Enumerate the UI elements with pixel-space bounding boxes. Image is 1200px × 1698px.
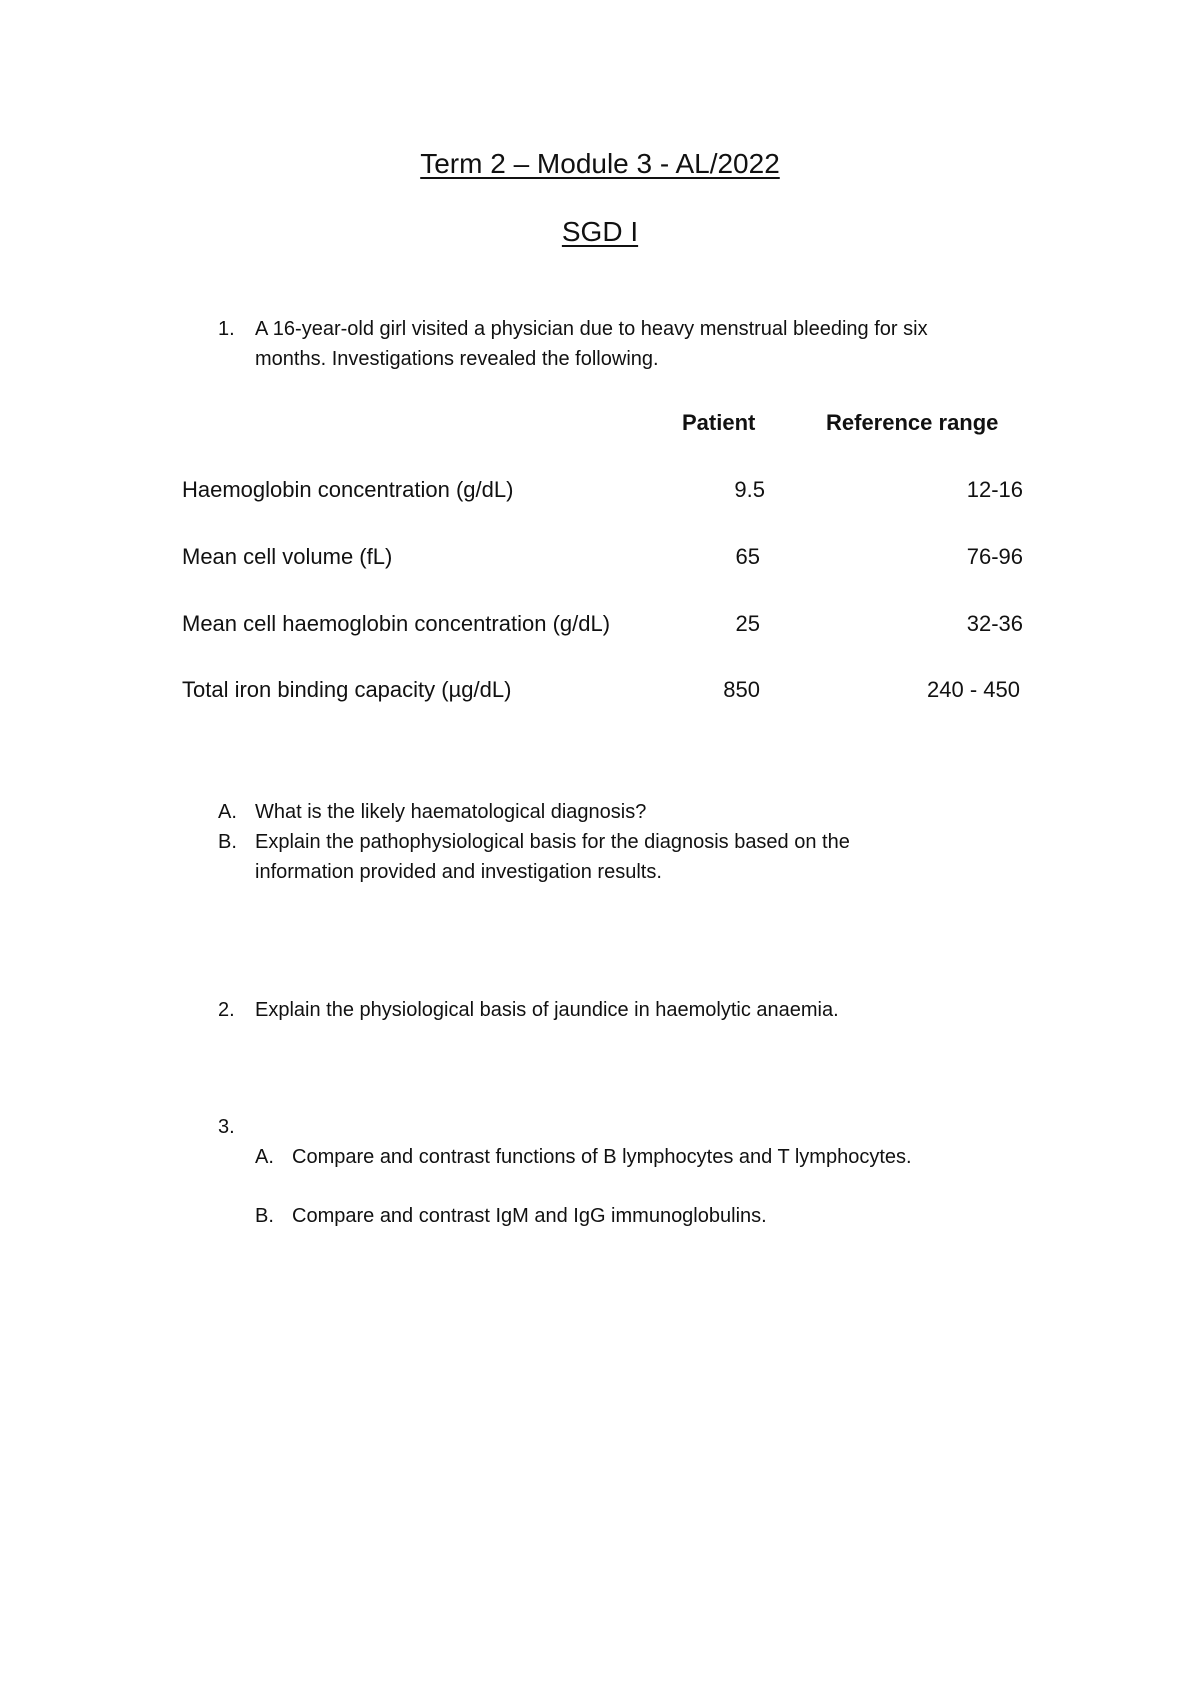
question-text-line: months. Investigations revealed the following. (255, 348, 659, 370)
subpart-text: Compare and contrast IgM and IgG immunoglobulins. (292, 1205, 767, 1227)
subpart-letter: A. (255, 1146, 274, 1168)
patient-value: 9.5 (734, 477, 765, 502)
page-subtitle: SGD I (561, 216, 639, 247)
reference-value: 240 - 450 (927, 677, 1020, 702)
patient-value: 65 (735, 544, 760, 569)
column-header-patient: Patient (682, 410, 756, 435)
patient-value: 25 (735, 611, 760, 636)
subpart-letter: B. (255, 1205, 274, 1227)
question-text: Explain the physiological basis of jaundice in haemolytic anaemia. (255, 999, 839, 1021)
column-header-reference: Reference range (826, 410, 999, 435)
row-label: Total iron binding capacity (µg/dL) (182, 677, 512, 702)
question-number: 3. (218, 1116, 235, 1138)
row-label: Mean cell volume (fL) (182, 544, 393, 569)
page-title: Term 2 – Module 3 - AL/2022 (420, 148, 780, 179)
question-number: 2. (218, 999, 235, 1021)
row-label: Haemoglobin concentration (g/dL) (182, 477, 514, 502)
subpart-text: Explain the pathophysiological basis for the diagnosis based on the (255, 831, 850, 853)
subpart-text: Compare and contrast functions of B lymphocytes and T lymphocytes. (292, 1146, 912, 1168)
subpart-letter: A. (218, 801, 237, 823)
patient-value: 850 (723, 677, 760, 702)
question-text-line: A 16-year-old girl visited a physician due to heavy menstrual bleeding for six (255, 318, 928, 340)
reference-value: 76-96 (966, 544, 1023, 569)
reference-value: 32-36 (966, 611, 1023, 636)
question-number: 1. (218, 318, 235, 340)
subpart-text: What is the likely haematological diagnosis? (255, 801, 647, 823)
row-label: Mean cell haemoglobin concentration (g/dL) (182, 611, 611, 636)
subpart-letter: B. (218, 831, 237, 853)
reference-value: 12-16 (966, 477, 1023, 502)
subpart-text: information provided and investigation results. (255, 861, 662, 883)
